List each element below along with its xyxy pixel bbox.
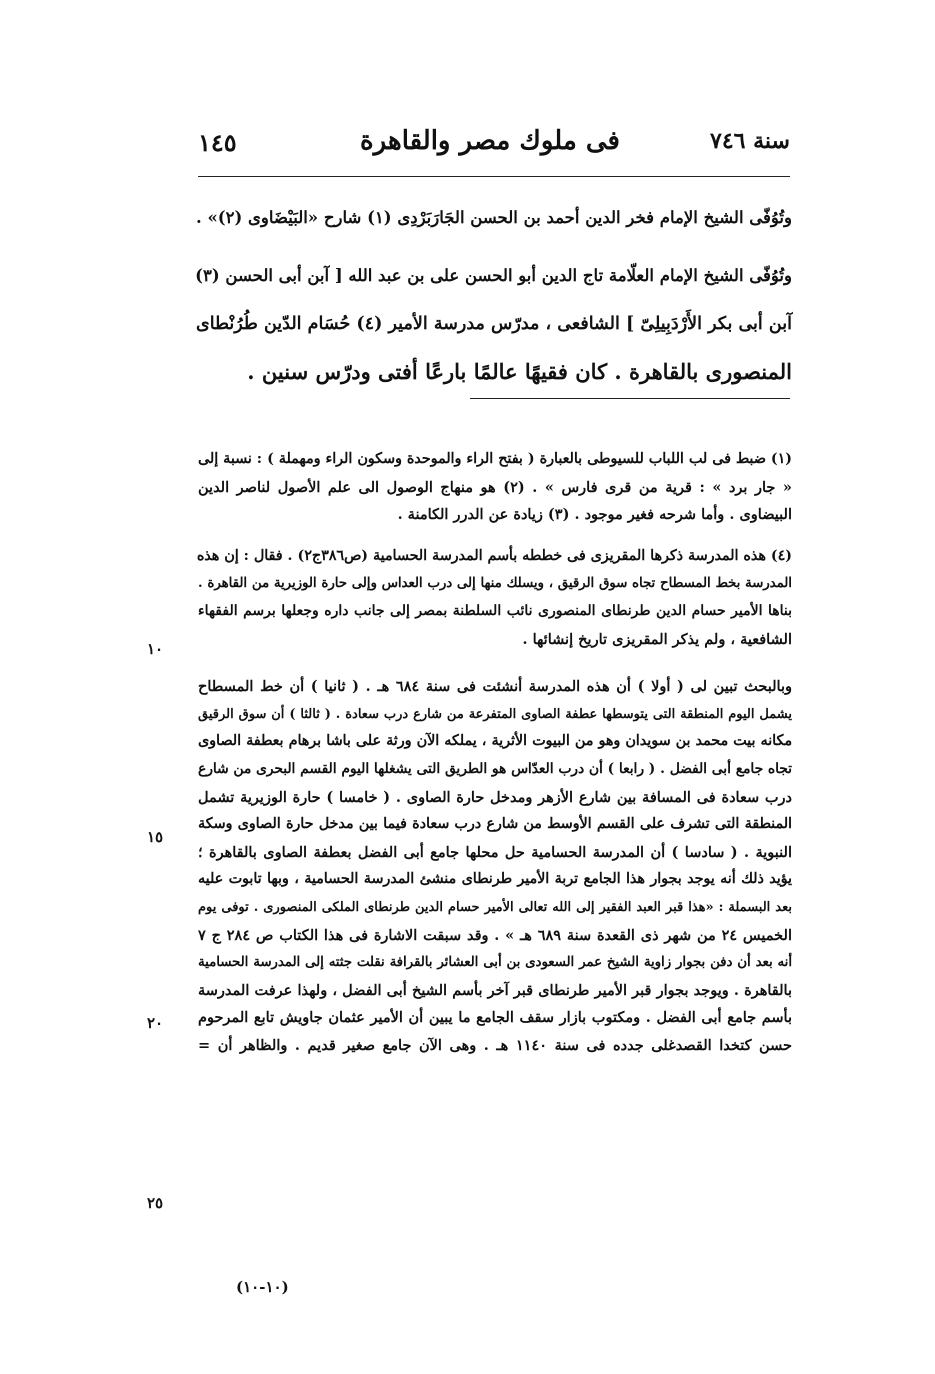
footnote-line: درب سعادة فى المسافة بين شارع الأزهر ومدخل حارة الصاوى . ( خامسا ) حارة الوزيرية تشمل <box>198 788 792 806</box>
footnote-line: (٤) هذه المدرسة ذكرها المقريزى فى خططه بأسم المدرسة الحسامية (ص٣٨٦ج٢) . فقال : إن هذه <box>196 547 792 564</box>
main-text <box>196 194 792 396</box>
footnote-line: (١) ضبط فى لب اللباب للسيوطى بالعبارة ( بفتح الراء والموحدة وسكون الراء ومهملة ) : نسبة إلى <box>198 451 792 467</box>
footnote-line: تجاه جامع أبى الفضل . ( رابعا ) أن درب العدّاس هو الطريق التى يشغلها اليوم القسم البحرى من شارع <box>198 760 792 777</box>
header-title: فى ملوك مصر والقاهرة <box>360 126 620 156</box>
header-divider <box>198 176 790 177</box>
footnote-line: بأسم جامع أبى الفضل . ومكتوب بازار سقف الجامع ما يبين أن الأمير عثمان جاويش تابع المرحوم <box>198 1009 792 1027</box>
main-line: وتُوُفّى الشيخ الإمام العلّامة تاج الدين أبو الحسن على بن عبد الله [ آبن أبى الحسن (٣) <box>195 266 792 285</box>
footnote-line: بعد البسملة : «هذا قبر العبد الفقير إلى الله تعالى الأمير حسام الدين طرنطاى الملكى المنصورى . توفى يوم <box>198 899 792 915</box>
main-line: آبن أبى بكر الأَرْدَبِيلِىّ ] الشافعى ، مدرّس مدرسة الأمير (٤) حُسَام الدّين طُرُنْطاى <box>196 314 792 334</box>
footnote-line: مكانه بيت محمد بن سويدان وهو من البيوت الأثرية ، يملكه الآن ورثة على باشا برهام بعطفة الصاوى <box>198 733 792 750</box>
footnote-line: بناها الأمير حسام الدين طرنطاى المنصورى نائب السلطنة بمصر إلى جانب داره وجعلها برسم الفقهاء <box>198 602 792 619</box>
line-number: ٢٠ <box>146 1014 164 1032</box>
footnote-line: البيضاوى . وأما شرحه فغير موجود . (٣) زيادة عن الدرر الكامنة . <box>397 506 792 524</box>
footnote-line: المدرسة بخط المسطاح تجاه سوق الرقيق ، ويسلك منها إلى درب العداس وإلى حارة الوزيرية من القاهرة . <box>198 576 792 592</box>
footnote-divider <box>470 398 790 399</box>
line-number: ١٠ <box>146 640 164 658</box>
footnote-line: يشمل اليوم المنطقة التى يتوسطها عطفة الصاوى المتفرعة من شارع درب سعادة . ( ثالثا ) أن سوق الرقيق <box>198 706 792 722</box>
footnotes <box>198 446 792 1059</box>
running-header <box>190 118 790 174</box>
line-number: ١٥ <box>146 828 164 846</box>
main-line: المنصورى بالقاهرة . كان فقيهًا عالمًا بارعًا أفتى ودرّس سنين . <box>247 359 792 384</box>
footnote-line: النبوية . ( سادسا ) أن المدرسة الحسامية حل محلها جامع أبى الفضل بعطفة الصاوى بالقاهرة ؛ <box>198 843 792 861</box>
header-year: سنة ٧٤٦ <box>710 128 790 154</box>
footnote-line: الشافعية ، ولم يذكر المقريزى تاريخ إنشائها . <box>522 630 792 648</box>
footnote-line: أنه بعد أن دفن بجوار زاوية الشيخ عمر السعودى بن أبى العشائر بالقرافة نقلت جثته إلى المدرسة الحسامية <box>198 955 792 971</box>
footnote-line: وبالبحث تبين لى ( أولا ) أن هذه المدرسة أنشئت فى سنة ٦٨٤ هـ . ( ثانيا ) أن خط المسطاح <box>198 678 792 696</box>
footnote-line: « جار برد » : قرية من قرى فارس » . (٢) هو منهاج الوصول الى علم الأصول لناصر الدين <box>198 478 792 496</box>
footnote-line: حسن كتخدا القصدغلى جدده فى سنة ١١٤٠ هـ . وهى الآن جامع صغير قديم . والظاهر أن = <box>198 1036 792 1054</box>
footnote-line: الخميس ٢٤ من شهر ذى القعدة سنة ٦٨٩ هـ » . وقد سبقت الاشارة فى هذا الكتاب ص ٢٨٤ ج ٧ <box>198 926 792 944</box>
footnote-line: يؤيد ذلك أنه يوجد بجوار هذا الجامع تربة الأمير طرنطاى منشئ المدرسة الحسامية ، وبها تابوت عليه <box>198 871 792 888</box>
footnote-line: المنطقة التى تشرف على القسم الأوسط من شارع درب سعادة فيما بين مدخل حارة الصاوى وسكة <box>198 816 792 833</box>
signature-mark: (١٠-١٠) <box>236 1278 289 1296</box>
page-number: ١٤٥ <box>198 128 237 157</box>
line-number: ٢٥ <box>146 1194 164 1212</box>
footnote-line: بالقاهرة . ويوجد بجوار قبر الأمير طرنطاى قبر آخر بأسم الشيخ أبى الفضل ، ولهذا عرفت المدرسة <box>198 981 792 999</box>
main-line: وتُوُفّى الشيخ الإمام فخر الدين أحمد بن الحسن الجَارَبَرْدِى (١) شارح «البَيْضَاوى (٢)» . <box>195 208 792 227</box>
